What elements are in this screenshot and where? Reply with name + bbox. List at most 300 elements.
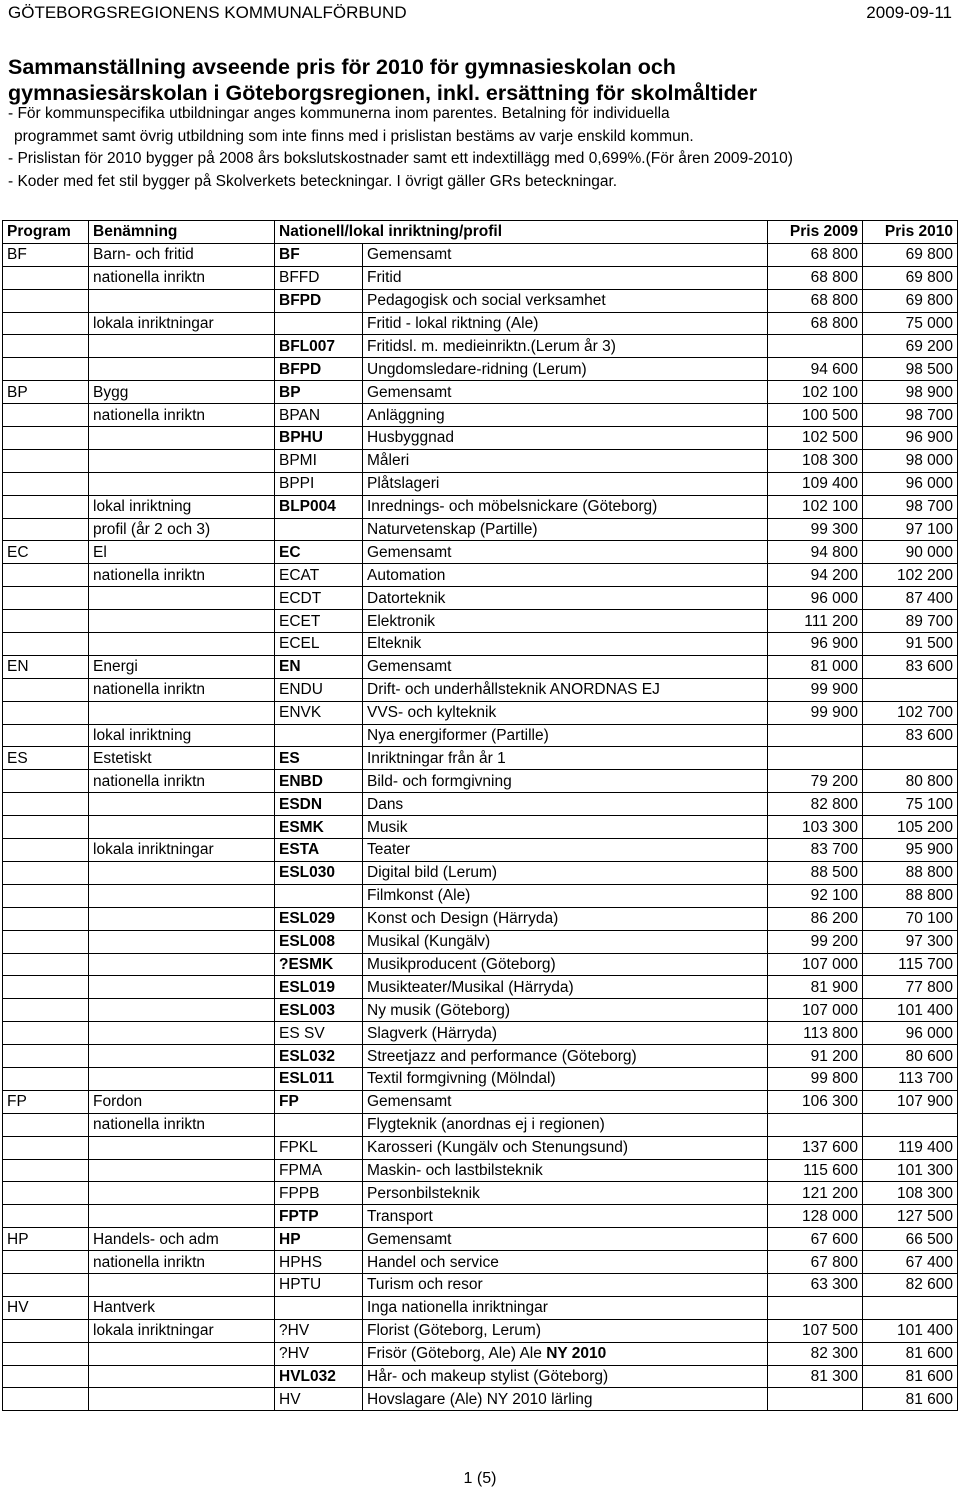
benamning-cell: nationella inriktn [89, 678, 275, 701]
benamning-cell [89, 358, 275, 381]
benamning-cell: nationella inriktn [89, 1251, 275, 1274]
pris-2009-cell: 79 200 [768, 770, 863, 793]
table-row [3, 1045, 958, 1068]
code-cell [275, 884, 363, 907]
note-line: - Prislistan för 2010 bygger på 2008 års bokslutskostnader samt ett indextillägg med 0,699%.(För åren 2009-2010) [8, 150, 793, 167]
program-cell [3, 518, 89, 541]
program-cell [3, 770, 89, 793]
benamning-cell [89, 976, 275, 999]
benamning-cell [89, 1067, 275, 1090]
name-cell: Dans [363, 793, 768, 816]
pris-2009-cell [768, 1296, 863, 1319]
pris-2010-cell: 98 500 [863, 358, 958, 381]
program-cell [3, 1022, 89, 1045]
pris-2010-cell [863, 678, 958, 701]
pris-2010-cell: 98 900 [863, 381, 958, 404]
benamning-cell: lokal inriktning [89, 724, 275, 747]
pris-2010-cell: 67 400 [863, 1251, 958, 1274]
name-cell: Textil formgivning (Mölndal) [363, 1067, 768, 1090]
code-cell: BPMI [275, 449, 363, 472]
table-body [3, 243, 958, 1410]
program-cell [3, 907, 89, 930]
pris-2009-cell: 115 600 [768, 1159, 863, 1182]
program-cell [3, 472, 89, 495]
pris-2009-cell [768, 335, 863, 358]
title-line: Sammanställning avseende pris för 2010 för gymnasieskolan och [8, 55, 676, 79]
benamning-cell: lokala inriktningar [89, 1319, 275, 1342]
program-cell [3, 724, 89, 747]
code-cell: ES SV [275, 1022, 363, 1045]
table-row [3, 861, 958, 884]
pris-2010-cell: 70 100 [863, 907, 958, 930]
code-cell: ESL019 [275, 976, 363, 999]
pris-2010-cell: 97 300 [863, 930, 958, 953]
org-name: GÖTEBORGSREGIONENS KOMMUNALFÖRBUND [8, 3, 407, 22]
program-cell: EC [3, 541, 89, 564]
pris-2010-cell: 97 100 [863, 518, 958, 541]
code-cell: BF [275, 243, 363, 266]
code-cell: EN [275, 655, 363, 678]
benamning-cell: profil (år 2 och 3) [89, 518, 275, 541]
name-cell: Handel och service [363, 1251, 768, 1274]
code-cell: BP [275, 381, 363, 404]
benamning-cell [89, 816, 275, 839]
pris-2009-cell: 99 200 [768, 930, 863, 953]
page-number: 1 (5) [463, 1470, 497, 1487]
pris-2009-cell: 83 700 [768, 839, 863, 862]
table-row [3, 999, 958, 1022]
table-row [3, 495, 958, 518]
pris-2010-cell: 69 800 [863, 243, 958, 266]
pris-2009-cell: 81 300 [768, 1365, 863, 1388]
code-cell: ENBD [275, 770, 363, 793]
benamning-cell: nationella inriktn [89, 404, 275, 427]
pris-2010-cell: 77 800 [863, 976, 958, 999]
name-cell: Måleri [363, 449, 768, 472]
note-line: programmet samt övrig utbildning som inte finns med i prislistan bestäms av varje enskild kommun. [14, 127, 694, 145]
name-cell: Slagverk (Härryda) [363, 1022, 768, 1045]
table-row [3, 816, 958, 839]
pris-2010-cell: 69 800 [863, 266, 958, 289]
code-cell: ES [275, 747, 363, 770]
benamning-cell [89, 1159, 275, 1182]
program-cell [3, 1136, 89, 1159]
pris-2010-cell: 113 700 [863, 1067, 958, 1090]
benamning-cell [89, 472, 275, 495]
code-cell: HP [275, 1228, 363, 1251]
table-row [3, 839, 958, 862]
name-cell: Drift- och underhållsteknik ANORDNAS EJ [363, 678, 768, 701]
col-header-pris-2009: Pris 2009 [768, 221, 863, 244]
pris-2009-cell: 81 900 [768, 976, 863, 999]
code-cell: ECET [275, 610, 363, 633]
table-row [3, 1273, 958, 1296]
benamning-cell [89, 793, 275, 816]
table-row [3, 1067, 958, 1090]
pris-2009-cell: 99 900 [768, 678, 863, 701]
program-cell: HP [3, 1228, 89, 1251]
name-cell: Digital bild (Lerum) [363, 861, 768, 884]
pris-2010-cell: 95 900 [863, 839, 958, 862]
pris-2009-cell: 107 000 [768, 999, 863, 1022]
program-cell: EN [3, 655, 89, 678]
code-cell: BFPD [275, 358, 363, 381]
program-cell [3, 610, 89, 633]
pris-2009-cell: 99 900 [768, 701, 863, 724]
pris-2010-cell: 69 800 [863, 289, 958, 312]
note-line: - För kommunspecifika utbildningar anges kommunerna inom parentes. Betalning för individuella [8, 105, 670, 122]
name-cell: Inga nationella inriktningar [363, 1296, 768, 1319]
code-cell: EC [275, 541, 363, 564]
program-cell [3, 266, 89, 289]
pris-2010-cell: 66 500 [863, 1228, 958, 1251]
name-cell: Konst och Design (Härryda) [363, 907, 768, 930]
program-cell [3, 861, 89, 884]
table-row [3, 1113, 958, 1136]
name-cell: Transport [363, 1205, 768, 1228]
pris-2010-cell: 75 100 [863, 793, 958, 816]
benamning-cell [89, 1136, 275, 1159]
pris-2010-cell: 89 700 [863, 610, 958, 633]
program-cell: BF [3, 243, 89, 266]
pris-2010-cell: 101 400 [863, 1319, 958, 1342]
name-cell: Gemensamt [363, 541, 768, 564]
table-row [3, 976, 958, 999]
pris-2010-cell: 81 600 [863, 1388, 958, 1411]
pris-2009-cell: 103 300 [768, 816, 863, 839]
name-cell: Husbyggnad [363, 427, 768, 450]
pris-2010-cell: 90 000 [863, 541, 958, 564]
table-row [3, 243, 958, 266]
table-row [3, 655, 958, 678]
program-cell [3, 1319, 89, 1342]
code-cell: ESTA [275, 839, 363, 862]
pris-2010-cell: 83 600 [863, 655, 958, 678]
pris-2010-cell: 108 300 [863, 1182, 958, 1205]
name-cell: Fritid - lokal riktning (Ale) [363, 312, 768, 335]
code-cell: BFFD [275, 266, 363, 289]
program-cell [3, 587, 89, 610]
benamning-cell [89, 587, 275, 610]
program-cell [3, 335, 89, 358]
benamning-cell: Estetiskt [89, 747, 275, 770]
pris-2010-cell: 80 600 [863, 1045, 958, 1068]
pris-2009-cell: 86 200 [768, 907, 863, 930]
code-cell: ESL003 [275, 999, 363, 1022]
table-row [3, 1251, 958, 1274]
pris-2009-cell: 96 900 [768, 633, 863, 656]
benamning-cell: El [89, 541, 275, 564]
name-cell: Hår- och makeup stylist (Göteborg) [363, 1365, 768, 1388]
table-row [3, 884, 958, 907]
table-row [3, 266, 958, 289]
name-cell: Inrednings- och möbelsnickare (Göteborg) [363, 495, 768, 518]
name-cell: Turism och resor [363, 1273, 768, 1296]
code-cell: ?HV [275, 1342, 363, 1365]
pris-2010-cell [863, 747, 958, 770]
program-cell [3, 1159, 89, 1182]
name-cell: Gemensamt [363, 381, 768, 404]
name-cell: Flygteknik (anordnas ej i regionen) [363, 1113, 768, 1136]
pris-2009-cell: 128 000 [768, 1205, 863, 1228]
code-cell: HVL032 [275, 1365, 363, 1388]
name-cell: Elektronik [363, 610, 768, 633]
col-header-program: Program [3, 221, 89, 244]
benamning-cell: Bygg [89, 381, 275, 404]
code-cell [275, 1296, 363, 1319]
pris-2009-cell: 68 800 [768, 266, 863, 289]
program-cell [3, 1365, 89, 1388]
code-cell [275, 518, 363, 541]
benamning-cell [89, 1182, 275, 1205]
pris-2009-cell: 92 100 [768, 884, 863, 907]
pris-2010-cell: 96 000 [863, 1022, 958, 1045]
program-cell [3, 816, 89, 839]
code-cell: BLP004 [275, 495, 363, 518]
benamning-cell [89, 449, 275, 472]
col-header-pris-2010: Pris 2010 [863, 221, 958, 244]
table-row [3, 335, 958, 358]
benamning-cell [89, 953, 275, 976]
pris-2009-cell [768, 1113, 863, 1136]
header-date: 2009-09-11 [866, 3, 952, 22]
table-row [3, 678, 958, 701]
name-cell: Datorteknik [363, 587, 768, 610]
pris-2009-cell: 96 000 [768, 587, 863, 610]
table-row [3, 1365, 958, 1388]
name-cell: Personbilsteknik [363, 1182, 768, 1205]
name-cell: Inriktningar från år 1 [363, 747, 768, 770]
name-cell: Plåtslageri [363, 472, 768, 495]
name-cell: Ny musik (Göteborg) [363, 999, 768, 1022]
table-row [3, 1022, 958, 1045]
benamning-cell [89, 907, 275, 930]
benamning-cell [89, 1205, 275, 1228]
table-row [3, 633, 958, 656]
table-row [3, 404, 958, 427]
code-cell: ESMK [275, 816, 363, 839]
program-cell [3, 976, 89, 999]
benamning-cell: Hantverk [89, 1296, 275, 1319]
pris-2009-cell [768, 747, 863, 770]
code-cell: ?ESMK [275, 953, 363, 976]
name-cell: Fritid [363, 266, 768, 289]
code-cell: BFPD [275, 289, 363, 312]
table-row [3, 1182, 958, 1205]
table-row [3, 564, 958, 587]
name-cell: Bild- och formgivning [363, 770, 768, 793]
table-row [3, 770, 958, 793]
table-row [3, 953, 958, 976]
pris-2010-cell: 69 200 [863, 335, 958, 358]
program-cell [3, 404, 89, 427]
pris-2010-cell: 101 300 [863, 1159, 958, 1182]
code-cell: ECDT [275, 587, 363, 610]
code-cell: ESL008 [275, 930, 363, 953]
pris-2009-cell: 99 800 [768, 1067, 863, 1090]
pris-2009-cell: 111 200 [768, 610, 863, 633]
program-cell [3, 358, 89, 381]
program-cell [3, 1205, 89, 1228]
program-cell [3, 1342, 89, 1365]
program-cell [3, 999, 89, 1022]
program-cell: FP [3, 1090, 89, 1113]
table-row [3, 701, 958, 724]
name-cell: Anläggning [363, 404, 768, 427]
col-header-inriktning: Nationell/lokal inriktning/profil [275, 221, 768, 244]
code-cell: ENVK [275, 701, 363, 724]
benamning-cell [89, 930, 275, 953]
pris-2009-cell: 102 100 [768, 495, 863, 518]
benamning-cell [89, 633, 275, 656]
program-cell [3, 1113, 89, 1136]
benamning-cell [89, 289, 275, 312]
name-cell: Frisör (Göteborg, Ale) Ale NY 2010 [363, 1342, 768, 1365]
code-cell: ESL029 [275, 907, 363, 930]
benamning-cell [89, 861, 275, 884]
pris-2010-cell: 115 700 [863, 953, 958, 976]
code-cell: FPMA [275, 1159, 363, 1182]
code-cell: HV [275, 1388, 363, 1411]
table-row [3, 541, 958, 564]
pris-2009-cell: 68 800 [768, 243, 863, 266]
benamning-cell [89, 335, 275, 358]
price-table [2, 220, 958, 1411]
pris-2009-cell: 102 100 [768, 381, 863, 404]
table-row [3, 1296, 958, 1319]
benamning-cell [89, 999, 275, 1022]
name-cell: Hovslagare (Ale) NY 2010 lärling [363, 1388, 768, 1411]
benamning-cell [89, 1342, 275, 1365]
code-cell: BPPI [275, 472, 363, 495]
table-row [3, 1205, 958, 1228]
pris-2010-cell: 96 000 [863, 472, 958, 495]
benamning-cell [89, 610, 275, 633]
pris-2010-cell: 101 400 [863, 999, 958, 1022]
table-row [3, 1159, 958, 1182]
program-cell: ES [3, 747, 89, 770]
name-cell: Gemensamt [363, 1090, 768, 1113]
pris-2009-cell: 94 600 [768, 358, 863, 381]
table-row [3, 472, 958, 495]
program-cell [3, 1182, 89, 1205]
pris-2009-cell: 68 800 [768, 289, 863, 312]
name-cell: Gemensamt [363, 1228, 768, 1251]
code-cell: HPTU [275, 1273, 363, 1296]
code-cell: ESL030 [275, 861, 363, 884]
program-cell [3, 449, 89, 472]
program-cell [3, 564, 89, 587]
pris-2010-cell: 82 600 [863, 1273, 958, 1296]
code-cell: ECEL [275, 633, 363, 656]
pris-2010-cell: 91 500 [863, 633, 958, 656]
name-cell: Musik [363, 816, 768, 839]
pris-2009-cell: 82 800 [768, 793, 863, 816]
pris-2010-cell: 88 800 [863, 884, 958, 907]
code-cell: BPHU [275, 427, 363, 450]
pris-2009-cell [768, 724, 863, 747]
code-cell [275, 724, 363, 747]
name-cell: Pedagogisk och social verksamhet [363, 289, 768, 312]
code-cell: HPHS [275, 1251, 363, 1274]
pris-2009-cell: 100 500 [768, 404, 863, 427]
col-header-benamning: Benämning [89, 221, 275, 244]
name-cell: VVS- och kylteknik [363, 701, 768, 724]
program-cell [3, 930, 89, 953]
code-cell: ENDU [275, 678, 363, 701]
pris-2009-cell: 88 500 [768, 861, 863, 884]
pris-2009-cell: 107 000 [768, 953, 863, 976]
benamning-cell: nationella inriktn [89, 266, 275, 289]
pris-2009-cell: 94 200 [768, 564, 863, 587]
program-cell [3, 312, 89, 335]
program-cell [3, 793, 89, 816]
name-cell: Maskin- och lastbilsteknik [363, 1159, 768, 1182]
program-cell [3, 884, 89, 907]
pris-2010-cell: 102 200 [863, 564, 958, 587]
name-cell: Fritidsl. m. medieinriktn.(Lerum år 3) [363, 335, 768, 358]
pris-2010-cell: 88 800 [863, 861, 958, 884]
page-header [8, 0, 952, 26]
document-title [8, 54, 952, 106]
table-row [3, 1136, 958, 1159]
table-row [3, 747, 958, 770]
notes [8, 103, 956, 193]
benamning-cell [89, 1365, 275, 1388]
pris-2010-cell: 107 900 [863, 1090, 958, 1113]
benamning-cell: lokala inriktningar [89, 839, 275, 862]
pris-2009-cell: 63 300 [768, 1273, 863, 1296]
pris-2009-cell: 81 000 [768, 655, 863, 678]
program-cell [3, 678, 89, 701]
benamning-cell: Fordon [89, 1090, 275, 1113]
pris-2009-cell: 67 600 [768, 1228, 863, 1251]
program-cell [3, 427, 89, 450]
benamning-cell: nationella inriktn [89, 770, 275, 793]
benamning-cell: Barn- och fritid [89, 243, 275, 266]
benamning-cell [89, 427, 275, 450]
pris-2010-cell: 98 000 [863, 449, 958, 472]
name-cell: Gemensamt [363, 243, 768, 266]
table-row [3, 312, 958, 335]
name-cell: Streetjazz and performance (Göteborg) [363, 1045, 768, 1068]
pris-2009-cell [768, 1388, 863, 1411]
pris-2010-cell: 98 700 [863, 404, 958, 427]
benamning-cell [89, 884, 275, 907]
name-cell: Filmkonst (Ale) [363, 884, 768, 907]
benamning-cell [89, 1388, 275, 1411]
benamning-cell: Handels- och adm [89, 1228, 275, 1251]
benamning-cell: Energi [89, 655, 275, 678]
table-row [3, 358, 958, 381]
table-row [3, 587, 958, 610]
program-cell [3, 1045, 89, 1068]
pris-2009-cell: 108 300 [768, 449, 863, 472]
pris-2010-cell: 81 600 [863, 1342, 958, 1365]
name-cell: Naturvetenskap (Partille) [363, 518, 768, 541]
code-cell [275, 1113, 363, 1136]
pris-2009-cell: 113 800 [768, 1022, 863, 1045]
program-cell [3, 495, 89, 518]
table-row [3, 381, 958, 404]
table-row [3, 427, 958, 450]
pris-2009-cell: 102 500 [768, 427, 863, 450]
table-row [3, 449, 958, 472]
code-cell: FP [275, 1090, 363, 1113]
pris-2010-cell: 105 200 [863, 816, 958, 839]
table-row [3, 930, 958, 953]
code-cell: BPAN [275, 404, 363, 427]
